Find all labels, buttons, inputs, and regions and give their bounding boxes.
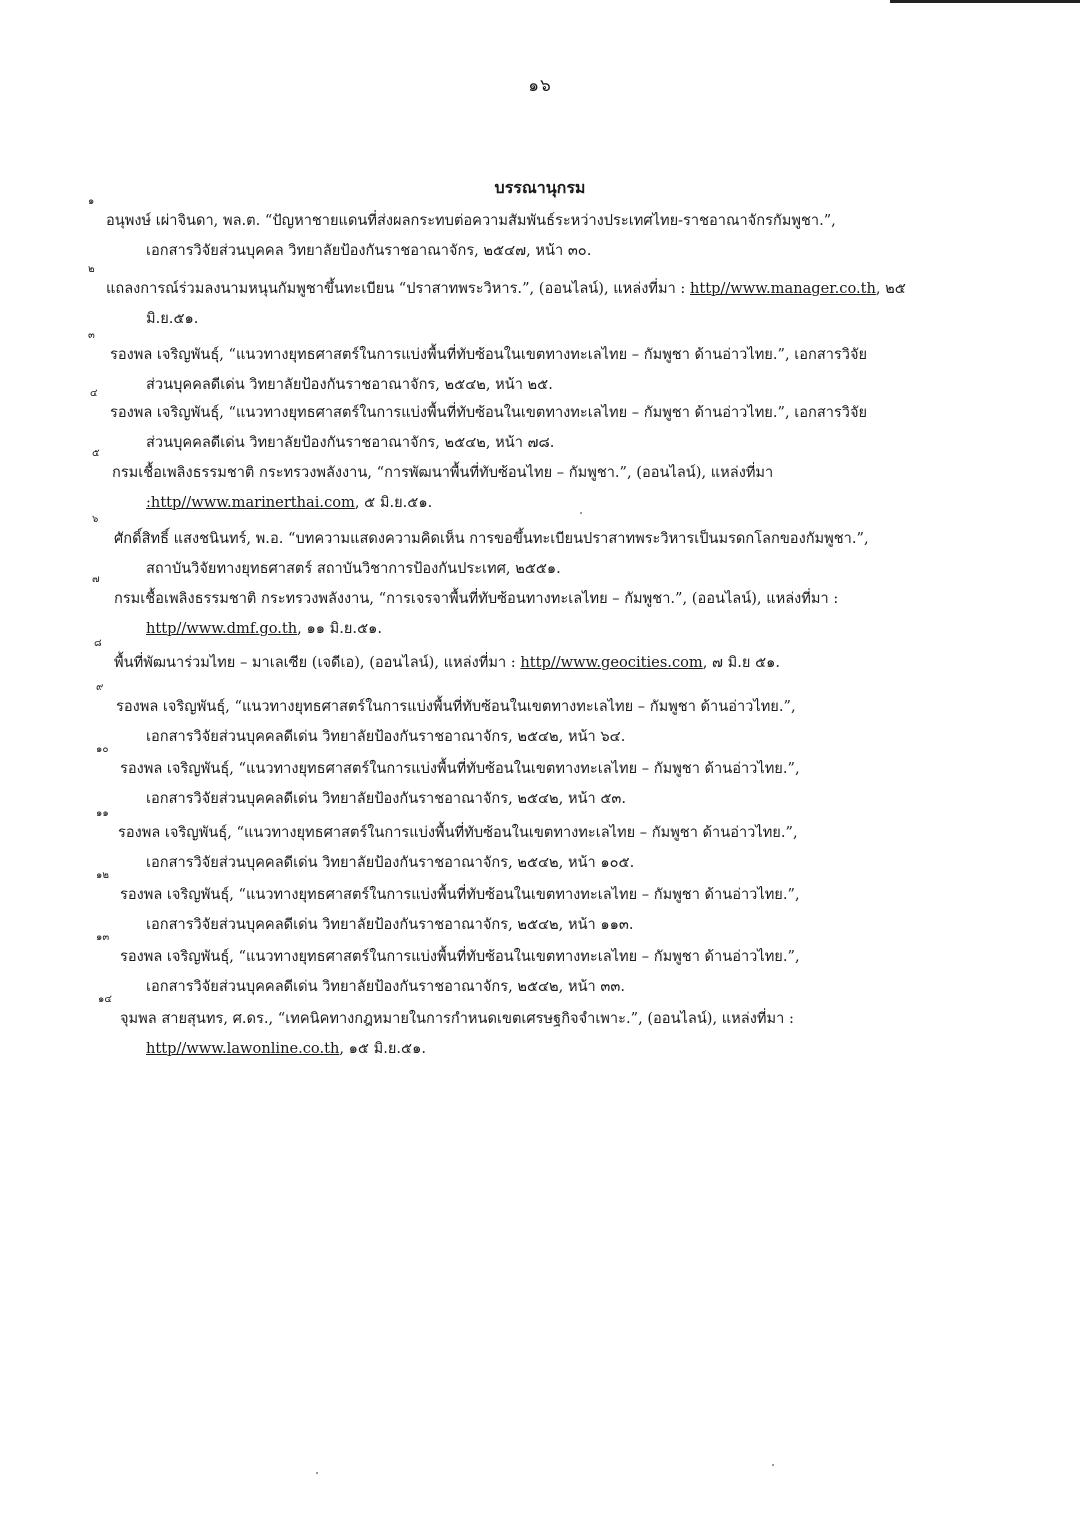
reference-item-14	[0, 994, 1080, 1064]
reference-link[interactable]: http//www.geocities.com	[520, 654, 703, 671]
reference-text: , ๑๑ มิ.ย.๕๑.	[297, 620, 383, 637]
reference-item-2	[0, 264, 1080, 334]
reference-line: รองพล เจริญพันธุ์, “แนวทางยุทธศาสตร์ในการแบ่งพื้นที่ทับซ้อนในเขตทางทะเลไทย – กัมพูชา ด้านอ่าวไทย.”, เอกสารวิจัย	[110, 346, 868, 363]
reference-line: เอกสารวิจัยส่วนบุคคลดีเด่น วิทยาลัยป้องกันราชอาณาจักร, ๒๕๔๒, หน้า ๑๐๕.	[146, 854, 635, 871]
reference-line	[0, 488, 1080, 518]
reference-line: มิ.ย.๕๑.	[146, 310, 199, 327]
reference-line	[0, 614, 1080, 644]
reference-number: ๔	[90, 388, 98, 399]
reference-item-7	[0, 574, 1080, 644]
reference-number: ๓	[88, 330, 95, 341]
reference-item-6	[0, 514, 1080, 584]
reference-text: , ๕ มิ.ย.๕๑.	[354, 494, 433, 511]
reference-item-3	[0, 330, 1080, 400]
reference-item-11	[0, 808, 1080, 878]
reference-line: รองพล เจริญพันธุ์, “แนวทางยุทธศาสตร์ในการแบ่งพื้นที่ทับซ้อนในเขตทางทะเลไทย – กัมพูชา ด้านอ่าวไทย.”,	[120, 760, 800, 777]
reference-number: ๑๑	[96, 808, 109, 819]
reference-line: ส่วนบุคคลดีเด่น วิทยาลัยป้องกันราชอาณาจักร, ๒๕๔๒, หน้า ๗๘.	[146, 434, 555, 451]
reference-text: , ๗ มิ.ย ๕๑.	[702, 654, 781, 671]
reference-line: รองพล เจริญพันธุ์, “แนวทางยุทธศาสตร์ในการแบ่งพื้นที่ทับซ้อนในเขตทางทะเลไทย – กัมพูชา ด้านอ่าวไทย.”, เอกสารวิจัย	[110, 404, 868, 421]
reference-line: เอกสารวิจัยส่วนบุคคลดีเด่น วิทยาลัยป้องกันราชอาณาจักร, ๒๕๔๒, หน้า ๓๓.	[146, 978, 625, 995]
reference-line	[0, 648, 1080, 678]
page-title: บรรณานุกรม	[494, 178, 586, 197]
reference-item-8	[0, 638, 1080, 678]
reference-number: ๑๒	[96, 870, 109, 881]
scan-edge-mark	[890, 0, 1080, 3]
reference-link[interactable]: http//www.dmf.go.th	[146, 620, 298, 637]
reference-number: ๕	[92, 448, 100, 459]
reference-line: รองพล เจริญพันธุ์, “แนวทางยุทธศาสตร์ในการแบ่งพื้นที่ทับซ้อนในเขตทางทะเลไทย – กัมพูชา ด้านอ่าวไทย.”,	[120, 948, 800, 965]
reference-number: ๑๐	[96, 744, 109, 755]
scan-speck	[772, 1464, 774, 1466]
reference-text: พื้นที่พัฒนาร่วมไทย – มาเลเซีย (เจดีเอ), (ออนไลน์), แหล่งที่มา :	[114, 654, 516, 671]
reference-line	[0, 1034, 1080, 1064]
reference-line: กรมเชื้อเพลิงธรรมชาติ กระทรวงพลังงาน, “การพัฒนาพื้นที่ทับซ้อนไทย – กัมพูชา.”, (ออนไลน์), แหล่งที่มา	[112, 464, 774, 481]
reference-item-1	[0, 196, 1080, 266]
reference-number: ๑	[88, 196, 95, 207]
reference-item-10	[0, 744, 1080, 814]
reference-number: ๙	[96, 682, 104, 693]
reference-number: ๑๓	[96, 932, 110, 943]
scan-speck	[316, 1472, 318, 1474]
reference-text: แถลงการณ์ร่วมลงนามหนุนกัมพูชาขึ้นทะเบียน “ปราสาทพระวิหาร.”, (ออนไลน์), แหล่งที่มา :	[106, 280, 686, 297]
reference-number: ๗	[92, 574, 100, 585]
reference-link[interactable]: :http//www.marinerthai.com	[146, 494, 355, 511]
reference-line	[0, 274, 1080, 304]
reference-number: ๘	[94, 638, 102, 649]
reference-line: เอกสารวิจัยส่วนบุคคล วิทยาลัยป้องกันราชอาณาจักร, ๒๕๔๗, หน้า ๓๐.	[146, 242, 592, 259]
reference-item-5	[0, 448, 1080, 518]
reference-list	[0, 196, 1080, 1066]
reference-line: อนุพงษ์ เผ่าจินดา, พล.ต. “ปัญหาชายแดนที่ส่งผลกระทบต่อความสัมพันธ์ระหว่างประเทศไทย-ราชอาณาจักรกัมพูชา.”,	[106, 212, 836, 229]
reference-line: ศักดิ์สิทธิ์ แสงชนินทร์, พ.อ. “บทความแสดงความคิดเห็น การขอขึ้นทะเบียนปราสาทพระวิหารเป็นมรดกโลกของกัมพูชา.”,	[114, 530, 869, 547]
reference-text: , ๑๕ มิ.ย.๕๑.	[339, 1040, 426, 1057]
reference-line: รองพล เจริญพันธุ์, “แนวทางยุทธศาสตร์ในการแบ่งพื้นที่ทับซ้อนในเขตทางทะเลไทย – กัมพูชา ด้านอ่าวไทย.”,	[116, 698, 796, 715]
reference-number: ๒	[88, 264, 95, 275]
page-number: ๑๖	[528, 76, 552, 96]
reference-line: กรมเชื้อเพลิงธรรมชาติ กระทรวงพลังงาน, “การเจรจาพื้นที่ทับซ้อนทางทะเลไทย – กัมพูชา.”, (ออนไลน์), แหล่งที่มา :	[114, 590, 839, 607]
reference-line: รองพล เจริญพันธุ์, “แนวทางยุทธศาสตร์ในการแบ่งพื้นที่ทับซ้อนในเขตทางทะเลไทย – กัมพูชา ด้านอ่าวไทย.”,	[118, 824, 798, 841]
reference-text: , ๒๕	[875, 280, 906, 297]
reference-number: ๑๔	[98, 994, 112, 1005]
reference-line: จุมพล สายสุนทร, ศ.ดร., “เทคนิคทางกฎหมายในการกำหนดเขตเศรษฐกิจจำเพาะ.”, (ออนไลน์), แหล่งที่มา :	[120, 1010, 794, 1027]
reference-item-12	[0, 870, 1080, 940]
reference-line: รองพล เจริญพันธุ์, “แนวทางยุทธศาสตร์ในการแบ่งพื้นที่ทับซ้อนในเขตทางทะเลไทย – กัมพูชา ด้านอ่าวไทย.”,	[120, 886, 800, 903]
scan-speck	[580, 512, 582, 514]
reference-item-13	[0, 932, 1080, 1002]
reference-item-9	[0, 682, 1080, 752]
reference-line: ส่วนบุคคลดีเด่น วิทยาลัยป้องกันราชอาณาจักร, ๒๕๔๒, หน้า ๒๕.	[146, 376, 553, 393]
reference-line: เอกสารวิจัยส่วนบุคคลดีเด่น วิทยาลัยป้องกันราชอาณาจักร, ๒๕๔๒, หน้า ๑๑๓.	[146, 916, 634, 933]
reference-line: เอกสารวิจัยส่วนบุคคลดีเด่น วิทยาลัยป้องกันราชอาณาจักร, ๒๕๔๒, หน้า ๖๔.	[146, 728, 626, 745]
reference-number: ๖	[92, 514, 99, 525]
reference-link[interactable]: http//www.lawonline.co.th	[146, 1040, 340, 1057]
reference-line: สถาบันวิจัยทางยุทธศาสตร์ สถาบันวิชาการป้องกันประเทศ, ๒๕๕๑.	[146, 560, 561, 577]
reference-item-4	[0, 388, 1080, 458]
reference-link[interactable]: http//www.manager.co.th	[689, 280, 876, 297]
reference-line: เอกสารวิจัยส่วนบุคคลดีเด่น วิทยาลัยป้องกันราชอาณาจักร, ๒๕๔๒, หน้า ๕๓.	[146, 790, 627, 807]
